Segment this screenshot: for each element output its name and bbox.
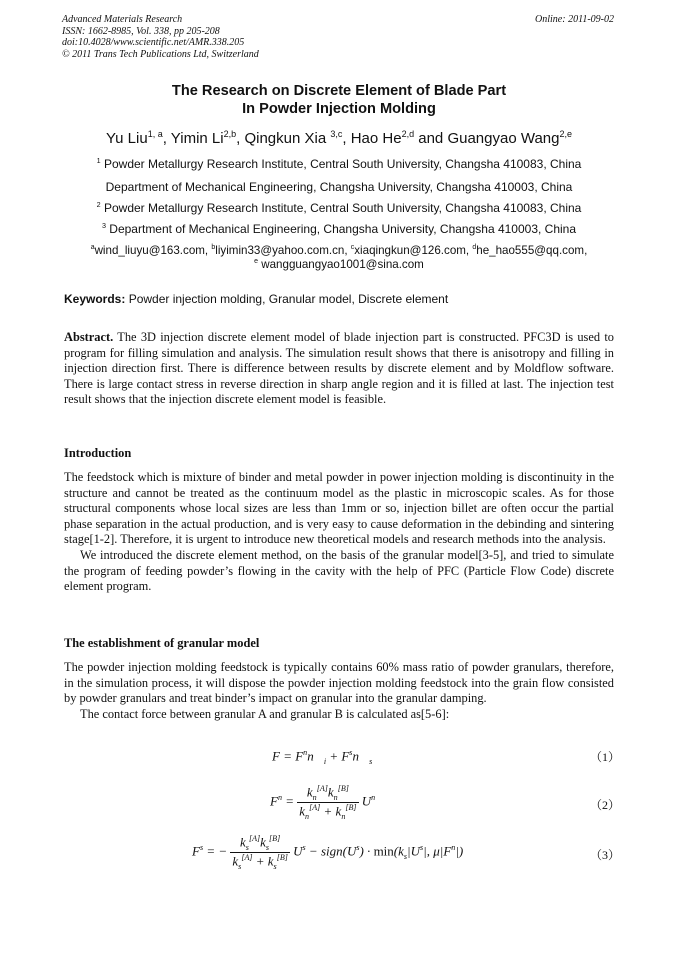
author-list: [0, 130, 678, 147]
abstract-text: The 3D injection discrete element model of blade injection part is constructed. PFC3D is used to program for filling simulation and analysis. The simulation result shows that there is anisotropy and filling in injection direction first. There is difference between results by discrete element and by Moldflow software. There is large contact stress in reverse direction in sharp angle region and it is filled at last. The injection test result shows that the injection discrete element model is feasible.: [64, 330, 614, 407]
paper-title: [0, 82, 678, 118]
equation-lhs: F: [270, 793, 278, 809]
section-heading-introduction: Introduction: [64, 446, 132, 460]
email-marker: e: [254, 258, 259, 266]
author-name: Hao He: [350, 130, 402, 147]
equation-number: （3）: [590, 848, 621, 862]
equation-1-body: $F = F^nn⃗_i$ + $F^sn⃗_s$: [272, 748, 373, 766]
author-affil: 2,b: [223, 129, 237, 139]
author-name: Guangyao Wang: [447, 130, 560, 147]
author-name: Yimin Li: [170, 130, 224, 147]
email-marker: c: [350, 244, 355, 252]
author-affil: 1, a: [147, 129, 163, 139]
affiliation-text: Department of Mechanical Engineering, Changsha University, Changsha 410003, China: [105, 180, 573, 194]
author-name: Qingkun Xia: [244, 130, 331, 147]
equation-lhs: F: [272, 748, 280, 764]
fraction: $\frac{k_n^{[A]}k_n^{[B]}}{k_n^{[A]} + k_n^{[B]}}$: [299, 784, 357, 821]
email: wangguangyao1001@sina.com: [258, 258, 424, 271]
author-sep: ,: [162, 130, 171, 147]
equation-2-body: $F^n$ = $\frac{k_n^{[A]}k_n^{[B]}}{k_n^{[A]} + k_n^{[B]}}$ $U^n$: [270, 784, 376, 821]
granular-body: [64, 660, 614, 722]
equation-3-body: $F^s$ = − $\frac{k_s^{[A]}k_s^{[B]}}{k_s^{[A]} + k_s^{[B]}}$ $U^s$ − $sign(U^s) \cdot \min(k_s|U^s|$, $\mu|F^n|$): [192, 834, 464, 871]
author-and: and: [414, 130, 448, 147]
affiliation-marker: 3: [101, 221, 106, 230]
email: he_hao555@qq.com,: [476, 244, 588, 257]
abstract: [64, 330, 614, 408]
equation-lhs: F: [192, 843, 200, 859]
section-heading-granular-model: The establishment of granular model: [64, 636, 260, 650]
equation-number: （1）: [590, 750, 621, 764]
fraction: $\frac{k_s^{[A]}k_s^{[B]}}{k_s^{[A]} + k_s^{[B]}}$: [232, 834, 288, 871]
author-name: Yu Liu: [105, 130, 148, 147]
affiliation-marker: 1: [96, 156, 101, 165]
introduction-paragraph-1: The feedstock which is mixture of binder and metal powder in power injection molding is discontinuity in the structure and cannot be treated as the continuum model as the plastic in microscopic scales. As for those structural components whose local sizes are less than 1mm or so, injection billet are often occur the partial phase separation in the actual production, and is very easy to cause deformation in the debinding and sintering stage[1-2]. Therefore, it is urgent to introduce new theoretical models and research methods into the analysis.: [64, 470, 614, 547]
affiliation: [0, 201, 678, 215]
affiliation-text: Powder Metallurgy Research Institute, Central South University, Changsha 410083, China: [103, 157, 582, 171]
copyright-line: © 2011 Trans Tech Publications Ltd, Switzerland: [62, 48, 259, 60]
online-date: Online: 2011-09-02: [535, 14, 614, 25]
keywords-text: Powder injection molding, Granular model, Discrete element: [125, 292, 449, 306]
affiliation-text: Department of Mechanical Engineering, Changsha University, Changsha 410003, China: [109, 222, 577, 236]
author-affil: 2,e: [559, 129, 572, 139]
author-affil: 2,d: [401, 129, 415, 139]
sign-function: sign: [320, 843, 343, 859]
affiliation-text: Powder Metallurgy Research Institute, Central South University, Changsha 410083, China: [103, 201, 582, 215]
journal-header: [62, 14, 259, 60]
granular-paragraph-2: The contact force between granular A and granular B is calculated as[5-6]:: [80, 706, 450, 721]
title-line-2: In Powder Injection Molding: [242, 101, 436, 117]
email-line-2: [0, 258, 678, 272]
author-sep: ,: [236, 130, 245, 147]
affiliation: [0, 222, 678, 236]
email-list: [0, 244, 678, 272]
email-marker: d: [472, 244, 477, 252]
equation-number: （2）: [590, 798, 621, 812]
affiliation: [0, 157, 678, 171]
granular-paragraph-1: The powder injection molding feedstock is typically contains 60% mass ratio of powder granulars, therefore, in the simulation process, it will dispose the powder injection molding feedstock into the grain flow consisted by powder granulars and treat binder’s impact on granular into the granular damping.: [64, 660, 614, 706]
title-line-1: The Research on Discrete Element of Blade Part: [171, 83, 507, 99]
email-line-1: [0, 244, 678, 258]
doi-line: doi:10.4028/www.scientific.net/AMR.338.205: [62, 37, 245, 49]
email: liyimin33@yahoo.com.cn,: [215, 244, 351, 257]
min-function: min: [373, 843, 394, 859]
introduction-body: [64, 470, 614, 595]
email-marker: a: [90, 244, 95, 252]
affiliation: [0, 180, 678, 194]
abstract-label: Abstract.: [64, 330, 114, 344]
author-affil: 3,c: [330, 129, 343, 139]
email-marker: b: [211, 244, 216, 252]
issn-line: ISSN: 1662-8985, Vol. 338, pp 205-208: [62, 25, 220, 37]
keywords-label: Keywords:: [64, 292, 126, 306]
introduction-paragraph-2: We introduced the discrete element method, on the basis of the granular model[3-5], and tried to simulate the program of feeding powder’s flowing in the cavity with the help of PFC (Particle Flow Code) discrete element program.: [64, 547, 614, 594]
author-sep: ,: [342, 130, 351, 147]
email: xiaqingkun@126.com,: [354, 244, 473, 257]
journal-name: Advanced Materials Research: [62, 14, 183, 25]
email: wind_liuyu@163.com,: [94, 244, 212, 257]
affiliation-marker: 2: [96, 200, 101, 209]
keywords: [64, 292, 448, 306]
